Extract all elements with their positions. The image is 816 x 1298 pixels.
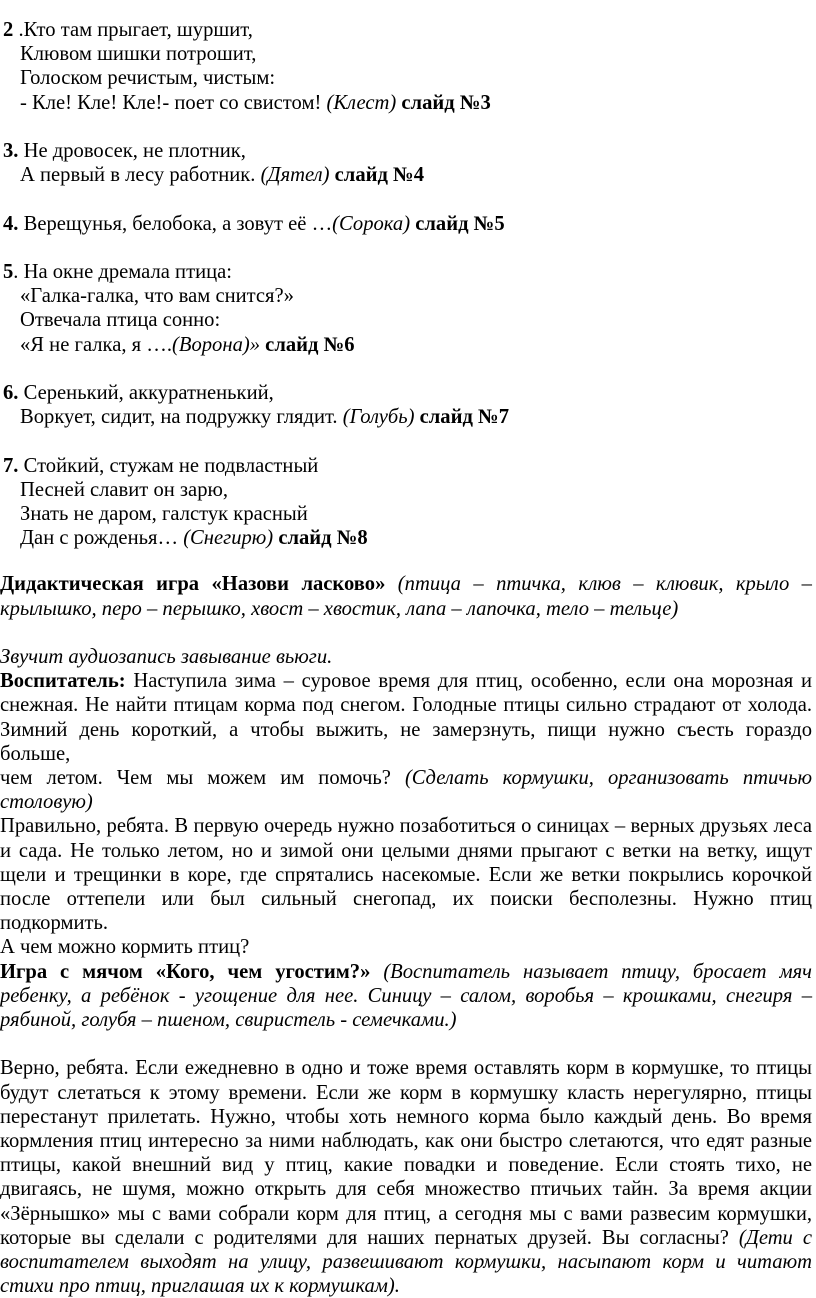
riddle-line — [3, 454, 816, 478]
paragraph-line — [0, 1105, 812, 1129]
riddle-line — [3, 526, 816, 550]
italic-text: (Ворона)» — [172, 333, 261, 356]
text-run: кормления птиц интересно за ними наблюдать, как они быстро слетаются, что едят разные — [0, 1130, 812, 1153]
text-run: Стойкий, стужам не подвластный — [18, 454, 319, 477]
bold-text: Игра с мячом «Кого, чем угостим?» — [0, 960, 371, 983]
riddle-line — [3, 18, 816, 42]
riddle-line — [3, 333, 816, 357]
riddle-line — [3, 284, 816, 308]
bold-text: слайд №8 — [273, 527, 368, 550]
paragraph-line — [0, 693, 812, 717]
riddle — [3, 454, 816, 551]
riddle-line — [3, 91, 816, 115]
text-run: «Я не галка, я …. — [20, 333, 173, 356]
paragraph-line — [0, 935, 812, 959]
paragraph-line — [0, 960, 812, 984]
text-run: перестанут прилетать. Нужно, чтобы хоть немного корма было каждый день. Во время — [0, 1105, 812, 1128]
text-run: будут слетаться к этому времени. Если же корм в кормушку класть нерегулярно, птицы — [0, 1081, 812, 1104]
document-page — [0, 18, 816, 1298]
italic-text: (Воспитатель называет птицу, бросает мяч — [383, 960, 812, 983]
italic-text: (Дятел) — [260, 164, 330, 187]
riddle-number: 4. — [3, 212, 19, 235]
paragraph-line — [0, 1274, 812, 1298]
text-run: .Кто там прыгает, шуршит, — [13, 19, 253, 41]
paragraph-line — [0, 984, 812, 1008]
riddle-line — [3, 260, 816, 284]
text-run: Правильно, ребята. В первую очередь нужно позаботиться о синицах – верных друзьях леса — [0, 815, 812, 838]
ball-game-paragraph — [0, 960, 816, 1033]
text-run: А первый в лесу работник. — [20, 164, 261, 187]
text-run: Знать не даром, галстук красный — [20, 502, 308, 525]
text-run: Наступила зима – суровое время для птиц, особенно, если она морозная и — [125, 670, 812, 693]
italic-text: (Снегирю) — [183, 527, 274, 550]
paragraph-line — [0, 1081, 812, 1105]
paragraph-line — [0, 645, 812, 669]
paragraph-line — [0, 1153, 812, 1177]
riddles-section — [0, 18, 816, 550]
text-run: которые вы сделали с родителями для наших пернатых друзей. Вы согласны? — [0, 1226, 739, 1249]
riddle-line — [3, 381, 816, 405]
text-run: и сада. Не только летом, но и зимой они целыми днями прыгают с ветки на ветку, ищут — [0, 839, 812, 862]
didactic-game-paragraph — [0, 572, 816, 620]
paragraph-line — [0, 669, 812, 693]
italic-text: рябиной, голубя – пшеном, свиристель - семечками.) — [0, 1009, 457, 1032]
text-run: Зимний день короткий, а чтобы выжить, не замерзнуть, пищи нужно съесть гораздо больше, — [0, 718, 812, 765]
bold-text: Дидактическая игра «Назови ласково» — [0, 573, 386, 596]
paragraph-line — [0, 718, 812, 766]
italic-text: (птица – птичка, клюв – клювик, крыло – — [397, 573, 812, 596]
text-run: Клювом шишки потрошит, — [20, 43, 257, 66]
bold-text: слайд №4 — [329, 164, 425, 187]
paragraph-line — [0, 887, 812, 935]
riddle-number: 5 — [3, 260, 14, 283]
text-run: Отвечала птица сонно: — [20, 309, 221, 332]
riddle-number: 2 — [3, 19, 14, 41]
text-run: Серенький, аккуратненький, — [18, 381, 274, 404]
text-run: Не дровосек, не плотник, — [18, 140, 246, 162]
final-paragraph — [0, 1056, 816, 1298]
riddle-number: 6. — [3, 381, 19, 404]
text-run: Песней славит он зарю, — [20, 478, 229, 501]
italic-text: (Сделать кормушки, организовать птичью — [404, 767, 812, 789]
paragraph-line — [0, 1202, 812, 1226]
paragraph-line — [0, 790, 812, 814]
paragraph-line — [0, 1226, 812, 1250]
text-run — [370, 961, 383, 983]
paragraph-line — [0, 814, 812, 838]
paragraph-line — [0, 766, 812, 790]
riddle-line — [3, 42, 816, 66]
riddle-line — [3, 308, 816, 332]
text-run: птицы, какой внешний вид у птиц, какие повадки и поведение. Если стоять тихо, не — [0, 1154, 812, 1177]
riddle-line — [3, 478, 816, 502]
riddle-line — [3, 405, 816, 429]
riddle — [3, 18, 816, 115]
riddle — [3, 139, 816, 187]
paragraph-line — [0, 1056, 812, 1080]
text-run: Верно, ребята. Если ежедневно в одно и тоже время оставлять корм в кормушке, то птицы — [0, 1057, 812, 1080]
text-run: Дан с рожденья… — [20, 527, 184, 550]
paragraph-line — [0, 839, 812, 863]
riddle — [3, 260, 816, 357]
italic-text: (Дети с — [738, 1226, 812, 1249]
teacher-paragraph-2 — [0, 814, 816, 959]
teacher-paragraph-1 — [0, 669, 816, 814]
italic-text: (Голубь) — [342, 406, 415, 429]
riddle — [3, 212, 816, 236]
bold-text: слайд №5 — [410, 212, 505, 235]
text-run: - Кле! Кле! Кле!- поет со свистом! — [20, 91, 327, 114]
text-run: «Галка-галка, что вам снится?» — [20, 285, 294, 308]
text-run: А чем можно кормить птиц? — [0, 936, 250, 959]
text-run: чем летом. Чем мы можем им помочь? — [0, 767, 405, 789]
riddle-line — [3, 163, 816, 187]
text-run: снежная. Не найти птицам корма под снегом. Голодные птицы сильно страдают от холода. — [0, 694, 812, 717]
riddle-line — [3, 502, 816, 526]
bold-text: слайд №6 — [260, 333, 355, 356]
text-run: . На окне дремала птица: — [13, 260, 232, 283]
paragraph-line — [0, 597, 812, 621]
riddle-number: 3. — [3, 140, 19, 162]
text-run: Верещунья, белобока, а зовут её … — [18, 212, 333, 235]
text-run: Голоском речистым, чистым: — [20, 67, 276, 90]
paragraph-line — [0, 1008, 812, 1032]
text-run — [385, 573, 397, 595]
text-run: Воркует, сидит, на подружку глядит. — [20, 406, 343, 429]
text-run: двигаясь, не шумя, можно открыть для себя множество птичьих тайн. За время акции — [0, 1178, 812, 1201]
paragraph-line — [0, 863, 812, 887]
bold-text: слайд №3 — [396, 91, 491, 114]
audio-note — [0, 645, 816, 669]
riddle-line — [3, 212, 816, 236]
italic-text: столовую) — [0, 791, 93, 814]
italic-text: (Клест) — [326, 91, 397, 114]
italic-text: (Сорока) — [332, 212, 411, 235]
italic-text: стихи про птиц, приглашая их к кормушкам). — [0, 1275, 400, 1298]
riddle-number: 7. — [3, 454, 19, 477]
text-run: щели и трещинки в коре, где спрятались насекомые. Если же ветки покрылись корочкой — [0, 863, 812, 886]
text-run: «Зёрнышко» мы с вами собрали корм для птиц, а сегодня мы с вами развесим кормушки, — [0, 1202, 812, 1225]
riddle-line — [3, 66, 816, 90]
italic-text: крылышко, перо – перышко, хвост – хвостик, лапа – лапочка, тело – тельце) — [0, 597, 679, 620]
bold-text: слайд №7 — [414, 406, 510, 429]
text-run: после оттепели или был сильный снегопад, их поиски бесполезны. Нужно птиц подкормить. — [0, 888, 812, 935]
italic-text: воспитателем выходят на улицу, развешивают кормушки, насыпают корм и читают — [0, 1251, 812, 1274]
paragraph-line — [0, 1177, 812, 1201]
italic-text: Звучит аудиозапись завывание вьюги. — [0, 645, 333, 668]
riddle-line — [3, 139, 816, 163]
paragraph-line — [0, 1129, 812, 1153]
bold-text: Воспитатель: — [0, 670, 126, 693]
italic-text: ребенку, а ребёнок - угощение для нее. Синицу – салом, воробья – крошками, снегиря – — [0, 984, 812, 1007]
paragraph-line — [0, 572, 812, 596]
riddle — [3, 381, 816, 429]
